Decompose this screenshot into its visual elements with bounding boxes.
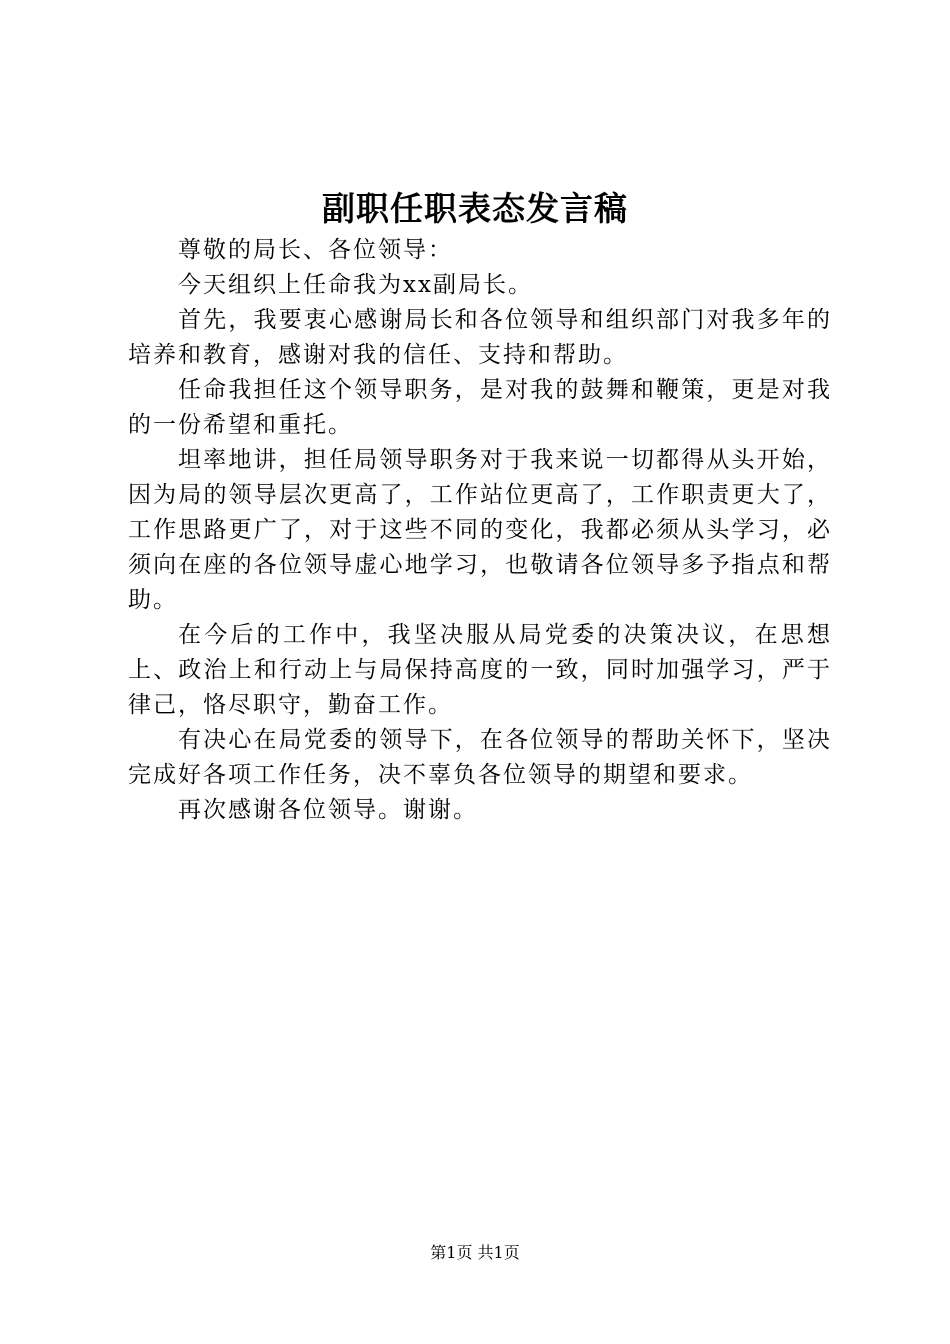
paragraph-closing: 再次感谢各位领导。谢谢。 (178, 797, 478, 823)
document-title: 副职任职表态发言稿 (322, 189, 628, 228)
paragraph-commitment: 在今后的工作中，我坚决服从局党委的决策决议，在思想上、政治上和行动上与局保持高度的一致，同时加强学习，严于律己，恪尽职守，勤奋工作。 (128, 622, 832, 718)
paragraph-encouragement: 任命我担任这个领导职务，是对我的鼓舞和鞭策，更是对我的一份希望和重托。 (128, 377, 832, 438)
document-body (128, 233, 832, 828)
paragraph-determination: 有决心在局党委的领导下，在各位领导的帮助关怀下，坚决完成好各项工作任务，决不辜负各位领导的期望和要求。 (128, 727, 832, 788)
page-number-footer: 第1页 共1页 (430, 1243, 520, 1262)
paragraph-learning: 坦率地讲，担任局领导职务对于我来说一切都得从头开始，因为局的领导层次更高了，工作站位更高了，工作职责更大了，工作思路更广了，对于这些不同的变化，我都必须从头学习，必须向在座的各位领导虚心地学习，也敬请各位领导多予指点和帮助。 (128, 447, 832, 613)
paragraph-appointment: 今天组织上任命我为xx副局长。 (178, 272, 533, 298)
paragraph-salutation: 尊敬的局长、各位领导： (178, 237, 453, 263)
paragraph-gratitude: 首先，我要衷心感谢局长和各位领导和组织部门对我多年的培养和教育，感谢对我的信任、支持和帮助。 (128, 307, 832, 368)
